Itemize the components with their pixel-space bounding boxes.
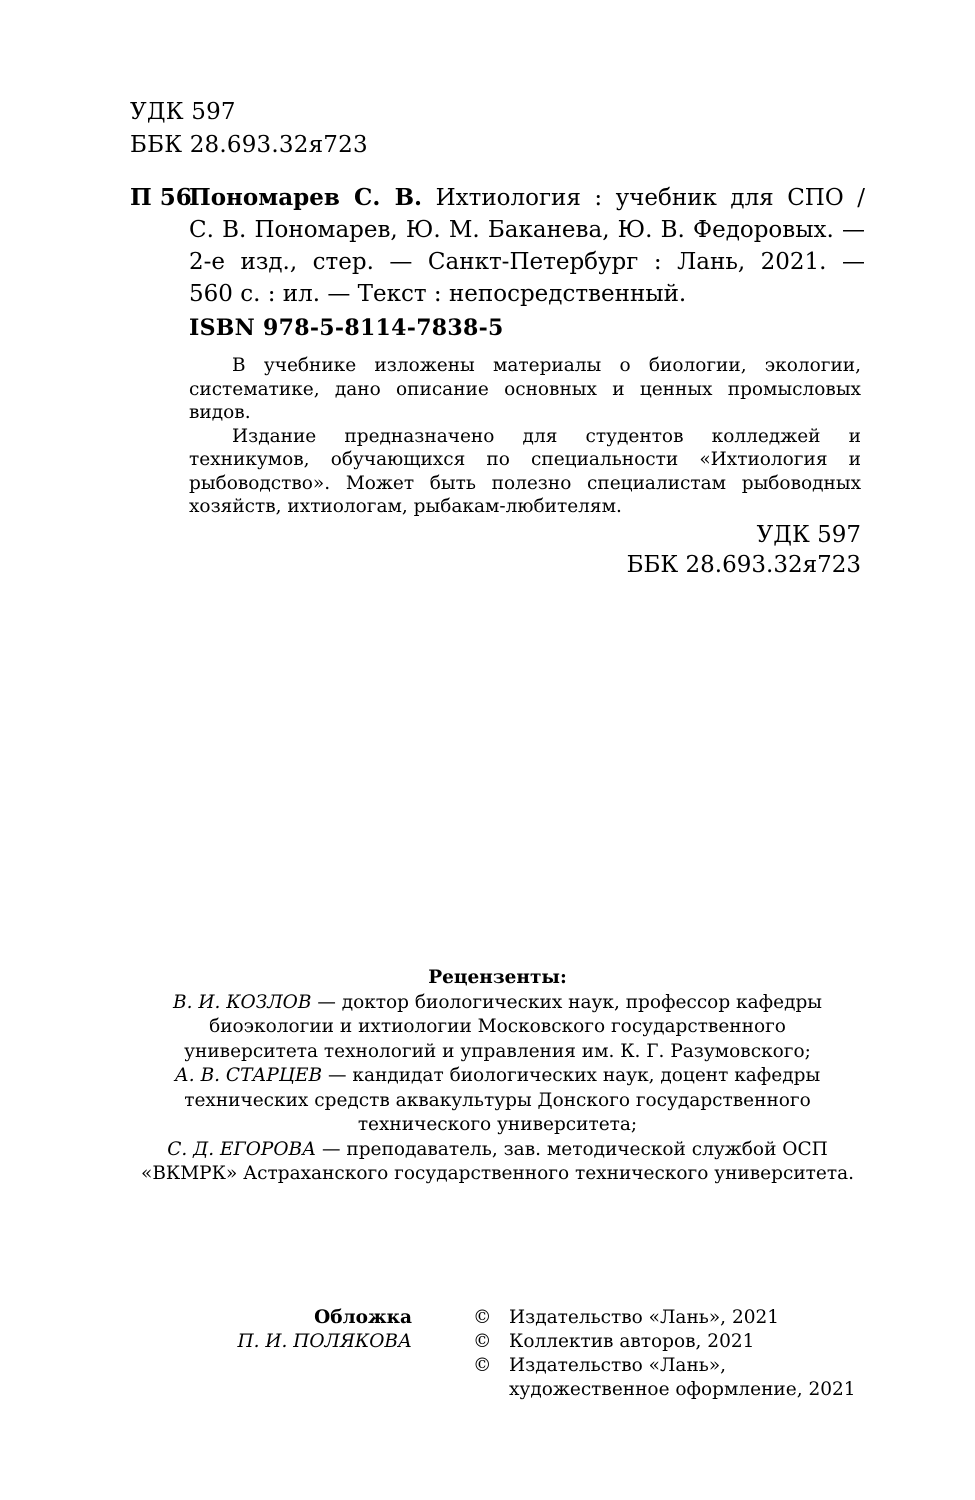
bbk-code: ББК 28.693.32я723 xyxy=(626,552,861,578)
reviewer-2-cont: технических средств аквакультуры Донского государственного xyxy=(184,1089,811,1111)
bibliographic-record xyxy=(189,182,865,310)
reviewers-heading: Рецензенты: xyxy=(428,967,567,988)
annotation-line: хозяйств, ихтиологам, рыбакам-любителям. xyxy=(189,496,622,517)
annotation-line: рыбоводство». Может быть полезно специалистам рыбоводных xyxy=(189,472,861,494)
author-heading: Пономарев С. В. xyxy=(189,184,423,211)
reviewer-1-cont: биоэкологии и ихтиологии Московского государственного xyxy=(209,1016,786,1037)
copyright-line-cont: художественное оформление, 2021 xyxy=(509,1379,856,1400)
cover-credit xyxy=(237,1306,412,1354)
reviewer-name: В. И. КОЗЛОВ xyxy=(172,991,312,1013)
reviewer-3-cont: «ВКМРК» Астраханского государственного технического университета. xyxy=(141,1163,854,1184)
biblio-line-3: 2-е изд., стер. — Санкт-Петербург : Лань, 2021. — xyxy=(189,249,865,275)
annotation-line: Издание предназначено для студентов колледжей и xyxy=(232,425,861,447)
annotation-line: видов. xyxy=(189,402,251,423)
cover-label: Обложка xyxy=(314,1307,412,1328)
classification-codes-top xyxy=(130,96,368,162)
cover-designer: П. И. ПОЛЯКОВА xyxy=(237,1331,412,1352)
reviewer-2-cont: технического университета; xyxy=(357,1114,638,1135)
udk-code: УДК 597 xyxy=(130,99,236,125)
copyright-icon: © xyxy=(473,1307,492,1328)
reviewer-name: А. В. СТАРЦЕВ xyxy=(174,1065,323,1086)
copyright-line: © Коллектив авторов, 2021 xyxy=(473,1331,755,1352)
reviewer-3: С. Д. ЕГОРОВА — преподаватель, зав. методической службой ОСП xyxy=(167,1138,828,1160)
copyright-icon: © xyxy=(473,1331,492,1352)
classification-codes-bottom xyxy=(627,520,861,580)
title-text: Ихтиология : учебник для СПО / xyxy=(435,185,866,211)
copyright-line: © Издательство «Лань», 2021 xyxy=(473,1307,780,1328)
reviewers-block xyxy=(130,966,865,1187)
annotation xyxy=(189,354,861,519)
reviewer-1: В. И. КОЗЛОВ — доктор биологических наук, профессор кафедры xyxy=(172,991,823,1013)
biblio-line-2: С. В. Пономарев, Ю. М. Баканева, Ю. В. Федоровых. — xyxy=(189,217,865,243)
isbn: ISBN 978-5-8114-7838-5 xyxy=(189,315,504,341)
copyright-icon: © xyxy=(473,1355,492,1376)
reviewer-1-cont: университета технологий и управления им. К. Г. Разумовского; xyxy=(184,1040,811,1062)
copyright-block xyxy=(473,1306,856,1402)
annotation-line: техникумов, обучающихся по специальности «Ихтиология и xyxy=(189,449,861,470)
author-sign: П 56 xyxy=(130,184,192,211)
annotation-line: систематике, дано описание основных и ценных промысловых xyxy=(189,378,861,400)
reviewer-name: С. Д. ЕГОРОВА xyxy=(167,1138,317,1160)
annotation-line: В учебнике изложены материалы о биологии, экологии, xyxy=(232,355,861,376)
biblio-line-4: 560 с. : ил. — Текст : непосредственный. xyxy=(189,281,687,307)
reviewer-2: А. В. СТАРЦЕВ — кандидат биологических наук, доцент кафедры xyxy=(174,1065,821,1086)
bbk-code: ББК 28.693.32я723 xyxy=(130,132,368,158)
biblio-line-1 xyxy=(189,182,865,214)
udk-code: УДК 597 xyxy=(756,522,861,548)
copyright-line: © Издательство «Лань», xyxy=(473,1355,727,1376)
